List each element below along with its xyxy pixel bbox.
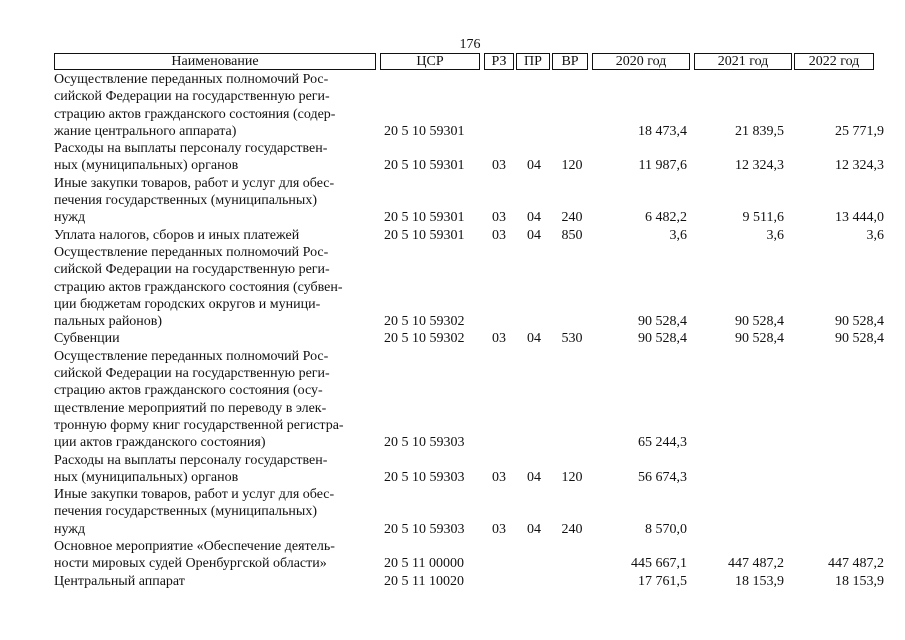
row-name-line: Осуществление переданных полномочий Рос- [54,244,329,260]
row-name-line: печения государственных (муниципальных) [54,504,317,520]
row-name [54,244,374,330]
row-name-line: тронную форму книг государственной регистра- [54,417,344,433]
row-vr: 120 [561,158,583,174]
table-row [0,486,905,538]
row-name-line: Субвенции [54,331,120,347]
row-pr: 04 [527,210,541,226]
row-name-line: ции бюджетам городских округов и муници- [54,296,321,312]
row-csr: 20 5 10 59301 [384,210,465,226]
row-csr: 20 5 10 59303 [384,469,465,485]
row-value-2021: 12 324,3 [735,158,784,174]
table-row [0,348,905,452]
row-name [54,71,374,140]
row-name-line: Иные закупки товаров, работ и услуг для обес- [54,175,335,191]
row-name [54,348,374,452]
row-rz: 03 [492,521,506,537]
row-pr: 04 [527,158,541,174]
row-name-line: сийской Федерации на государственную реги- [54,366,330,382]
row-rz: 03 [492,331,506,347]
row-vr: 240 [561,521,583,537]
table-row [0,538,905,573]
row-name-line: ных (муниципальных) органов [54,158,239,174]
row-name-line: Расходы на выплаты персоналу государствен- [54,452,328,468]
row-name-line: ции актов гражданского состояния) [54,435,266,451]
row-name [54,227,374,244]
row-value-2021: 18 153,9 [735,573,784,589]
row-name-line: Осуществление переданных полномочий Рос- [54,348,329,364]
row-value-2022: 90 528,4 [835,331,884,347]
row-vr: 120 [561,469,583,485]
row-value-2022: 18 153,9 [835,573,884,589]
row-name-line: страцию актов гражданского состояния (содер- [54,106,336,122]
table-header [54,53,874,71]
row-name-line: ности мировых судей Оренбургской области» [54,556,327,572]
row-name-line: Основное мероприятие «Обеспечение деятель- [54,539,335,555]
row-name-line: Центральный аппарат [54,573,185,589]
row-csr: 20 5 10 59301 [384,227,465,243]
row-value-2022: 12 324,3 [835,158,884,174]
row-value-2020: 56 674,3 [638,469,687,485]
table-row [0,452,905,487]
row-value-2021: 90 528,4 [735,314,784,330]
header-csr: ЦСР [380,53,480,70]
row-value-2020: 90 528,4 [638,331,687,347]
row-name [54,452,374,487]
header-name: Наименование [54,53,376,70]
header-year-2020: 2020 год [592,53,690,70]
row-csr: 20 5 10 59303 [384,435,465,451]
row-name-line: страцию актов гражданского состояния (осу- [54,383,323,399]
row-value-2020: 6 482,2 [645,210,687,226]
header-year-2022: 2022 год [794,53,874,70]
row-csr: 20 5 10 59302 [384,331,465,347]
row-name-line: нужд [54,521,86,537]
table-body [0,71,905,590]
table-row [0,71,905,140]
row-name [54,175,374,227]
row-value-2020: 445 667,1 [631,556,687,572]
row-csr: 20 5 10 59303 [384,521,465,537]
page-number: 176 [459,37,481,52]
row-value-2021: 3,6 [766,227,784,243]
row-name-line: нужд [54,210,86,226]
row-name-line: Осуществление переданных полномочий Рос- [54,72,329,87]
row-value-2020: 8 570,0 [645,521,687,537]
row-value-2020: 90 528,4 [638,314,687,330]
row-name-line: пальных районов) [54,314,163,330]
row-value-2022: 13 444,0 [835,210,884,226]
row-name-line: Уплата налогов, сборов и иных платежей [54,227,300,243]
row-value-2022: 90 528,4 [835,314,884,330]
row-name-line: Иные закупки товаров, работ и услуг для обес- [54,487,335,503]
row-name-line: печения государственных (муниципальных) [54,193,317,209]
row-value-2021: 90 528,4 [735,331,784,347]
row-value-2020: 18 473,4 [638,123,687,139]
header-vr: ВР [552,53,588,70]
header-year-2021: 2021 год [694,53,792,70]
row-rz: 03 [492,227,506,243]
table-row [0,175,905,227]
row-value-2020: 65 244,3 [638,435,687,451]
row-csr: 20 5 11 00000 [384,556,464,572]
row-pr: 04 [527,469,541,485]
header-rz: РЗ [484,53,514,70]
row-value-2020: 3,6 [669,227,687,243]
row-csr: 20 5 10 59301 [384,158,465,174]
row-pr: 04 [527,227,541,243]
row-name-line: Расходы на выплаты персоналу государствен- [54,141,328,157]
row-vr: 530 [561,331,583,347]
header-pr: ПР [516,53,550,70]
row-value-2021: 9 511,6 [742,210,784,226]
row-pr: 04 [527,521,541,537]
table-row [0,330,905,347]
row-vr: 850 [561,227,583,243]
row-rz: 03 [492,158,506,174]
table-row [0,140,905,175]
row-value-2020: 11 987,6 [638,158,687,174]
table-row [0,573,905,590]
row-name [54,486,374,538]
row-csr: 20 5 10 59302 [384,314,465,330]
row-name [54,573,374,590]
row-vr: 240 [561,210,583,226]
row-name [54,538,374,573]
row-name-line: жание центрального аппарата) [54,123,237,139]
row-csr: 20 5 10 59301 [384,123,465,139]
row-value-2022: 3,6 [866,227,884,243]
table-row [0,244,905,330]
row-name [54,140,374,175]
row-pr: 04 [527,331,541,347]
table-row [0,227,905,244]
row-name-line: ных (муниципальных) органов [54,469,239,485]
row-name-line: сийской Федерации на государственную реги- [54,262,330,278]
row-name-line: страцию актов гражданского состояния (субвен- [54,279,343,295]
row-name [54,330,374,347]
row-value-2022: 447 487,2 [828,556,884,572]
row-value-2021: 447 487,2 [728,556,784,572]
row-rz: 03 [492,210,506,226]
row-name-line: ществление мероприятий по переводу в элек- [54,400,327,416]
row-csr: 20 5 11 10020 [384,573,464,589]
row-value-2021: 21 839,5 [735,123,784,139]
row-name-line: сийской Федерации на государственную реги- [54,89,330,105]
row-rz: 03 [492,469,506,485]
row-value-2022: 25 771,9 [835,123,884,139]
row-value-2020: 17 761,5 [638,573,687,589]
